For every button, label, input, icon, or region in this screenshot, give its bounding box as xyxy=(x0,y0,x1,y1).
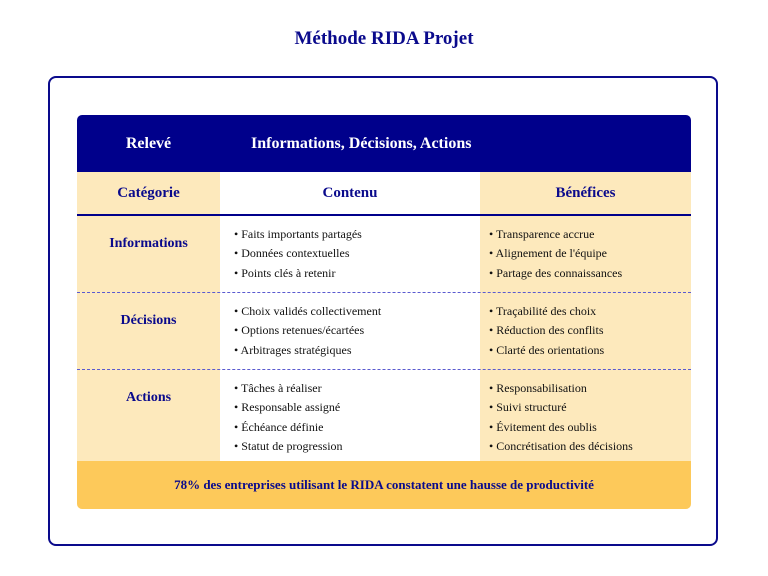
content-cell xyxy=(220,293,480,370)
column-header-row xyxy=(77,172,691,216)
header-right-label: Informations, Décisions, Actions xyxy=(251,135,472,152)
header-left-label: Relevé xyxy=(125,135,172,152)
list-item: • Réduction des conflits xyxy=(489,321,604,340)
benefits-cell xyxy=(480,293,691,370)
list-item: • Échéance définie xyxy=(234,418,343,437)
table-row xyxy=(77,293,691,370)
content-list xyxy=(234,379,343,456)
list-item: • Points clés à retenir xyxy=(234,264,362,283)
category-cell xyxy=(77,293,220,370)
content-list xyxy=(234,302,381,360)
footer-statistic: 78% des entreprises utilisant le RIDA constatent une hausse de productivité xyxy=(77,461,691,509)
list-item: • Partage des connaissances xyxy=(489,264,622,283)
list-item: • Responsable assigné xyxy=(234,398,343,417)
page-title: Méthode RIDA Projet xyxy=(294,28,474,49)
list-item: • Traçabilité des choix xyxy=(489,302,604,321)
category-cell xyxy=(77,216,220,293)
benefits-cell xyxy=(480,216,691,293)
content-list xyxy=(234,225,362,283)
list-item: • Concrétisation des décisions xyxy=(489,437,633,456)
column-header-content: Contenu xyxy=(220,172,480,214)
list-item: • Choix validés collectivement xyxy=(234,302,381,321)
benefits-list xyxy=(489,225,622,283)
list-item: • Alignement de l'équipe xyxy=(489,244,622,263)
list-item: • Faits importants partagés xyxy=(234,225,362,244)
list-item: • Évitement des oublis xyxy=(489,418,633,437)
list-item: • Tâches à réaliser xyxy=(234,379,343,398)
benefits-cell xyxy=(480,370,691,461)
list-item: • Suivi structuré xyxy=(489,398,633,417)
list-item: • Transparence accrue xyxy=(489,225,622,244)
category-label: Actions xyxy=(125,390,172,405)
column-header-category: Catégorie xyxy=(77,172,220,214)
content-cell xyxy=(220,216,480,293)
content-cell xyxy=(220,370,480,461)
benefits-list xyxy=(489,302,604,360)
list-item: • Options retenues/écartées xyxy=(234,321,381,340)
table-row xyxy=(77,370,691,461)
category-label: Décisions xyxy=(120,313,177,328)
benefits-list xyxy=(489,379,633,456)
table-row xyxy=(77,216,691,293)
list-item: • Clarté des orientations xyxy=(489,341,604,360)
column-header-benefits: Bénéfices xyxy=(480,172,691,214)
list-item: • Responsabilisation xyxy=(489,379,633,398)
table-header-bar xyxy=(77,115,691,172)
list-item: • Arbitrages stratégiques xyxy=(234,341,381,360)
list-item: • Données contextuelles xyxy=(234,244,362,263)
category-cell xyxy=(77,370,220,461)
list-item: • Statut de progression xyxy=(234,437,343,456)
category-label: Informations xyxy=(109,236,188,251)
